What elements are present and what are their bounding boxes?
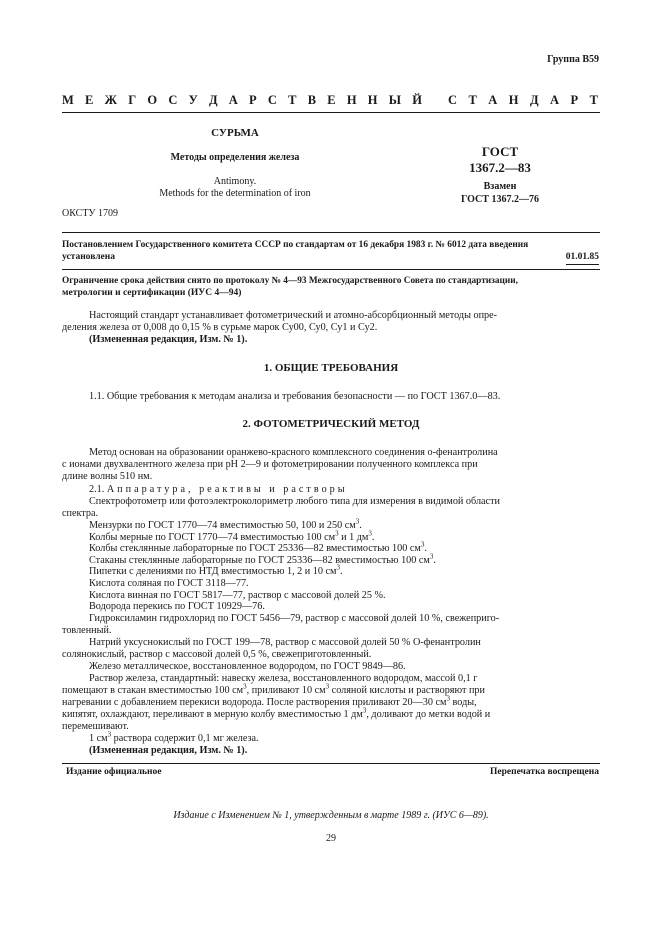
restriction-line-2: метрологии и сертификации (ИУС 4—94) <box>62 288 242 298</box>
list-item-text: Водорода перекись по ГОСТ 10929—76. <box>89 601 265 613</box>
list-item-text: Кислота винная по ГОСТ 5817—77, раствор с массовой долей 25 %. <box>89 589 386 601</box>
title-rule <box>62 232 600 233</box>
solution-line-2 <box>62 682 485 697</box>
banner-letter: Ж <box>104 93 117 107</box>
list-item <box>89 540 436 555</box>
iron-metal: Железо металлическое, восстановленное водородом, по ГОСТ 9849—86. <box>89 661 406 672</box>
list-item-text: Мензурки по ГОСТ 1770—74 вместимостью 50, 100 и 250 см <box>89 520 356 531</box>
title-subtitle: Методы определения железа <box>170 152 300 163</box>
intro-line-2: деления железа от 0,008 до 0,15 % в сурьме марок Су00, Су0, Су1 и Су2. <box>62 322 378 333</box>
banner-letter: А <box>228 93 238 107</box>
banner-letter: Н <box>346 93 357 107</box>
list-item-tail2: . <box>371 531 375 543</box>
banner-left <box>62 93 422 108</box>
title-name: СУРЬМА <box>211 127 259 139</box>
okstu-code: ОКСТУ 1709 <box>62 208 119 219</box>
decree-date: 01.01.85 <box>566 252 599 265</box>
sodium-line-2: солянокислый, раствор с массовой долей 0,5 %, свежеприготовленный. <box>62 649 372 660</box>
sup-3: 3 <box>362 706 367 715</box>
solution-l2b: , приливают 10 см <box>246 685 326 696</box>
list-item-sup: 3 <box>429 552 434 561</box>
banner-letter: А <box>488 93 498 107</box>
banner-letter: Д <box>529 93 539 107</box>
intro-edition: (Измененная редакция, Изм. № 1). <box>89 334 248 345</box>
list-item <box>89 601 436 613</box>
hydroxyl-line-1: Гидроксиламин гидрохлорид по ГОСТ 5456—79, раствор с массовой долей 10 %, свежеприго- <box>89 613 500 624</box>
group-code: Группа В59 <box>547 54 599 65</box>
decree-rule <box>62 269 600 270</box>
banner-letter: С <box>267 93 277 107</box>
list-item-tail: . <box>433 554 436 566</box>
subsection-2-1 <box>89 484 348 496</box>
list-item <box>89 563 436 578</box>
list-item-tail: и 1 дм <box>338 531 369 543</box>
subsection-number: 2.1. <box>89 484 105 495</box>
solution-l3: нагревании с добавлением перекиси водорода. После растворения приливают 20—30 см <box>62 697 447 708</box>
list-item <box>89 529 436 544</box>
banner-letter: С <box>168 93 178 107</box>
list-item-tail: . <box>340 566 343 578</box>
banner-letter: Н <box>508 93 519 107</box>
solution-line-1: Раствор железа, стандартный: навеску железа, восстановленного водородом, массой 0,1 г <box>89 673 478 684</box>
footer-reprint: Перепечатка воспрещена <box>489 767 599 777</box>
banner-letter: О <box>147 93 158 107</box>
list-item <box>89 578 436 590</box>
decree-line-2-left: установлена <box>62 252 115 262</box>
banner-letter: Р <box>570 93 579 107</box>
section-1-heading: 1. ОБЩИЕ ТРЕБОВАНИЯ <box>263 362 399 374</box>
sodium-line-1: Натрий уксуснокислый по ГОСТ 199—78, раствор с массовой долей 50 % О-фенантролин <box>89 637 481 648</box>
method-line-2: с ионами двухвалентного железа при pH 2—9 и фотометрировании полученного комплекса при <box>62 459 478 470</box>
solution-line-3 <box>62 694 477 709</box>
banner-letter: Е <box>85 93 94 107</box>
decree-line-1: Постановлением Государственного комитета СССР по стандартам от 16 декабря 1983 г. № 6012 дата введения <box>62 240 529 250</box>
list-item-sup: 3 <box>420 540 425 549</box>
solution-l4a: кипятят, охлаждают, переливают в мерную колбу вместимостью 1 дм <box>62 709 363 720</box>
banner-letter: М <box>62 93 74 107</box>
contains-a: 1 см <box>89 733 108 744</box>
section-2-heading: 2. ФОТОМЕТРИЧЕСКИЙ МЕТОД <box>242 418 420 430</box>
footer-amendment: Издание с Изменением № 1, утвержденным в марте 1989 г. (ИУС 6—89). <box>173 810 489 821</box>
intro-line-1: Настоящий стандарт устанавливает фотометрический и атомно-абсорбционный методы опре- <box>89 310 498 321</box>
list-item-sup: 3 <box>355 517 360 526</box>
contains-b: раствора содержит 0,1 мг железа. <box>111 733 259 744</box>
banner-letter: Т <box>589 93 598 107</box>
sup-3: 3 <box>243 682 247 691</box>
method-line-1: Метод основан на образовании оранжево-красного комплексного соединения о-фенантролина <box>89 447 498 458</box>
solution-line-4 <box>62 706 491 721</box>
contains-line <box>89 730 259 745</box>
sup-3: 3 <box>107 730 112 739</box>
gost-label: ГОСТ <box>481 144 519 159</box>
equipment-list <box>89 517 436 613</box>
title-name-en: Antimony. <box>213 176 257 187</box>
solution-l4b: , доливают до метки водой и <box>366 709 491 720</box>
banner-letter: Г <box>128 93 137 107</box>
banner-letter: Т <box>468 93 477 107</box>
sup-3: 3 <box>325 682 330 691</box>
method-line-3: длине волны 510 нм. <box>62 471 153 482</box>
list-item-text: Пипетки с делениями по НТД вместимостью 1, 2 и 10 см <box>89 566 337 578</box>
replaced-gost: ГОСТ 1367.2—76 <box>461 194 539 205</box>
spectro-line-2: спектра. <box>62 508 99 519</box>
list-item-text: Колбы стеклянные лабораторные по ГОСТ 25336—82 вместимостью 100 см <box>89 543 421 555</box>
list-item-sup: 3 <box>336 563 341 572</box>
list-item <box>89 552 436 567</box>
banner-letter: Р <box>249 93 257 107</box>
footer-rule <box>62 763 600 764</box>
list-item-sup: 3 <box>335 529 339 538</box>
subsection-title: Аппаратура, реактивы и растворы <box>106 484 348 495</box>
list-item-text: Кислота соляная по ГОСТ 3118—77. <box>89 577 249 589</box>
banner-letter: С <box>448 93 458 107</box>
standard-banner <box>62 93 598 108</box>
banner-letter: В <box>307 93 317 107</box>
header-rule <box>62 112 600 113</box>
sup-3: 3 <box>446 694 450 703</box>
gost-number: 1367.2—83 <box>469 160 531 175</box>
list-item-text: Стаканы стеклянные лабораторные по ГОСТ 25336—82 вместимостью 100 см <box>89 554 430 566</box>
solution-l2c: соляной кислоты и растворяют при <box>329 685 485 696</box>
banner-letter: Н <box>367 93 378 107</box>
section-1-text: 1.1. Общие требования к методам анализа и требования безопасности — по ГОСТ 1367.0—83. <box>89 391 501 402</box>
page-number: 29 <box>326 833 336 844</box>
solution-l3b: воды, <box>449 697 477 708</box>
banner-letter: Т <box>288 93 297 107</box>
list-item <box>89 517 436 532</box>
section-2-edition: (Измененная редакция, Изм. № 1). <box>89 745 248 756</box>
banner-right <box>448 93 598 108</box>
list-item-tail: . <box>359 520 362 531</box>
list-item-sup2: 3 <box>368 529 372 538</box>
banner-letter: Е <box>327 93 336 107</box>
list-item-text: Колбы мерные по ГОСТ 1770—74 вместимостью 100 см <box>89 531 336 543</box>
spectro-line-1: Спектрофотометр или фотоэлектроколориметр любого типа для измерения в видимой области <box>89 496 500 507</box>
replace-label: Взамен <box>483 181 517 192</box>
banner-letter: Й <box>412 93 422 107</box>
restriction-line-1: Ограничение срока действия снято по протоколу № 4—93 Межгосударственного Совета по стандартизации, <box>62 276 518 286</box>
solution-line-5: перемешивают. <box>62 721 129 732</box>
banner-letter: Ы <box>388 93 402 107</box>
hydroxyl-line-2: товленный. <box>62 625 112 636</box>
title-subtitle-en: Methods for the determination of iron <box>159 188 311 199</box>
footer-official: Издание официальное <box>66 767 162 777</box>
banner-letter: А <box>550 93 560 107</box>
solution-l2a: помещают в стакан вместимостью 100 см <box>62 685 244 696</box>
banner-letter: Д <box>208 93 218 107</box>
list-item <box>89 590 436 602</box>
banner-letter: У <box>188 93 198 107</box>
list-item-tail: . <box>424 543 427 555</box>
